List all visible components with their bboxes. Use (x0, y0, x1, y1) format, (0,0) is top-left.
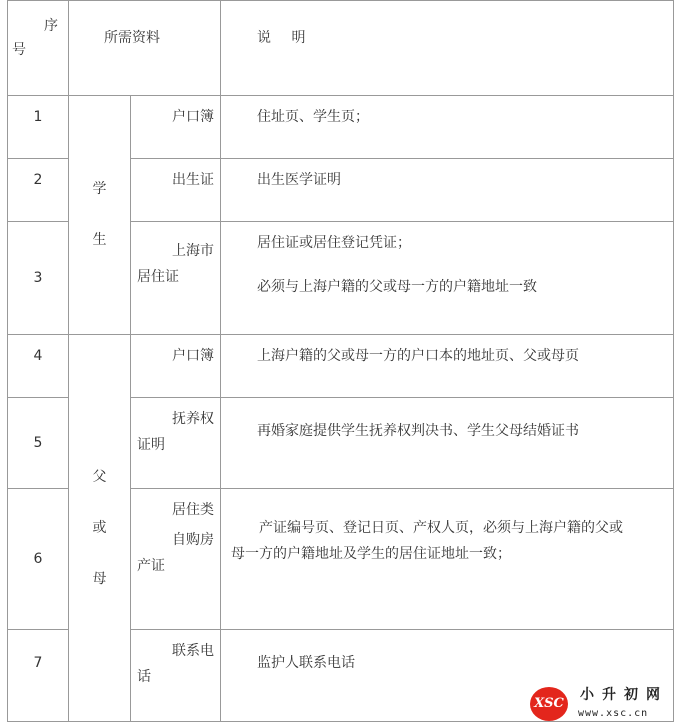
header-materials-label: 所需资料 (104, 30, 160, 46)
group-parent-char: 父 (92, 468, 107, 485)
document-line: 抚养权 (172, 411, 214, 427)
group-parent (69, 335, 131, 722)
description-line: 监护人联系电话 (257, 655, 355, 671)
row-index: 5 (8, 398, 69, 489)
row-index: 4 (8, 335, 69, 398)
group-parent-char: 母 (92, 570, 107, 587)
description-line: 母一方的户籍地址及学生的居住证地址一致； (231, 546, 511, 562)
document-line: 证明 (137, 437, 165, 453)
row-document (131, 630, 221, 722)
watermark-site-name: 小升初网 (580, 687, 668, 703)
table-header-row (8, 1, 674, 96)
header-description (221, 1, 674, 96)
document-line: 户口簿 (172, 109, 214, 125)
row-index: 3 (8, 222, 69, 335)
row-document (131, 159, 221, 222)
description-line: 上海户籍的父或母一方的户口本的地址页、父或母页 (257, 348, 579, 364)
row-document (131, 96, 221, 159)
row-index: 1 (8, 96, 69, 159)
document-line: 户口簿 (172, 348, 214, 364)
group-student (69, 96, 131, 335)
site-watermark (528, 682, 678, 727)
group-student-char: 学 (92, 181, 107, 197)
description-line: 产证编号页、登记日页、产权人页，必须与上海户籍的父或 (259, 520, 623, 536)
requirements-table (7, 0, 674, 722)
xsc-logo-icon: XSC (530, 687, 568, 721)
row-index: 6 (8, 489, 69, 630)
description-line: 必须与上海户籍的父或母一方的户籍地址一致 (257, 279, 537, 295)
row-description (221, 489, 674, 630)
document-line: 上海市 (172, 243, 214, 259)
row-document (131, 222, 221, 335)
document-line: 居住类 (172, 502, 214, 518)
table-row (8, 96, 674, 159)
row-document (131, 489, 221, 630)
row-document (131, 335, 221, 398)
watermark-site-url: www.xsc.cn (578, 708, 649, 719)
table-row (8, 335, 674, 398)
row-description (221, 96, 674, 159)
row-index: 7 (8, 630, 69, 722)
description-line: 住址页、学生页； (257, 109, 369, 125)
group-student-char: 生 (92, 232, 107, 248)
row-description (221, 335, 674, 398)
document-line: 话 (137, 669, 151, 685)
row-index: 2 (8, 159, 69, 222)
document-line: 出生证 (172, 172, 214, 188)
document-line: 产证 (137, 558, 165, 574)
header-materials (69, 1, 221, 96)
row-description (221, 222, 674, 335)
description-line: 居住证或居住登记凭证； (257, 235, 411, 251)
requirements-table-wrapper (7, 0, 673, 721)
row-description (221, 159, 674, 222)
row-description (221, 398, 674, 489)
header-index (8, 1, 69, 96)
description-line: 出生医学证明 (257, 172, 341, 188)
header-description-label: 说 明 (257, 30, 314, 46)
document-line: 居住证 (137, 269, 179, 285)
row-document (131, 398, 221, 489)
document-line: 联系电 (172, 643, 214, 659)
description-line: 再婚家庭提供学生抚养权判决书、学生父母结婚证书 (257, 423, 579, 439)
document-line: 自购房 (172, 532, 214, 548)
group-parent-char: 或 (92, 519, 107, 536)
header-index-top: 序 (44, 18, 58, 34)
header-index-bottom: 号 (12, 42, 26, 58)
